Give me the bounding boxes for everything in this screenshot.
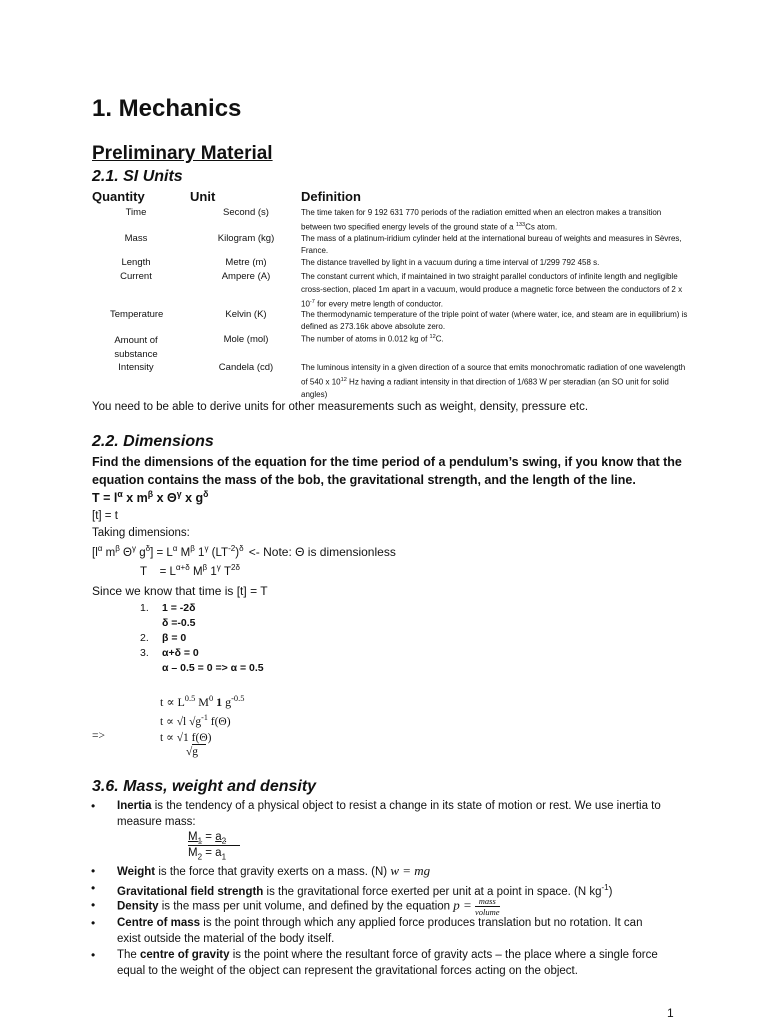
definition-candela-part1: The luminous intensity in a given direction of a source that emits monochromatic radiation of one wavelength of 540 x 10 [301, 363, 686, 387]
bullet-dot: • [91, 881, 96, 895]
bullet-inertia: Inertia is the tendency of a physical object to resist a change in its state of motion or rest. We use inertia to measure mass: [117, 800, 661, 828]
dimensions-prompt: Find the dimensions of the equation for the time period of a pendulum’s swing, if you know that the equation contains the mass of the bob, the gravitational strength, and the length of the line. [92, 455, 682, 487]
column-header-unit: Unit [190, 189, 216, 204]
column-header-quantity: Quantity [92, 189, 145, 204]
definition-time-part1: The time taken for 9 192 631 770 periods of the radiation emitted when an electron makes a transition between two specified energy levels of the ground state of a [301, 208, 662, 232]
table-cell-quantity: Length [121, 257, 151, 268]
table-cell-unit: Ampere (A) [221, 271, 271, 282]
bullet-dot: • [91, 864, 96, 878]
si-units-note: You need to be able to derive units for other measurements such as weight, density, pressure etc. [92, 401, 589, 413]
table-cell-quantity: Intensity [118, 362, 154, 373]
isotope-superscript: 12 [429, 334, 436, 340]
table-cell-definition [301, 362, 691, 401]
taking-dimensions: Taking dimensions: [92, 527, 190, 539]
si-units-heading: 2.1. SI Units [92, 168, 183, 185]
section-heading: Preliminary Material [92, 143, 273, 164]
table-cell-definition [301, 334, 691, 344]
mass-weight-heading: 3.6. Mass, weight and density [92, 778, 317, 795]
table-cell-unit: Candela (cd) [218, 362, 274, 373]
table-cell-definition: The distance travelled by light in a vacuum during a time interval of 1/299 792 458 s. [301, 258, 600, 267]
definition-current-part1: The constant current which, if maintained in two straight parallel conductors of infinite length and negligible cross-section, placed 1m apart in a vacuum, would produce a magnetic force between the conductors of 2 x 10 [301, 272, 683, 309]
table-cell-unit: Second (s) [223, 207, 269, 218]
table-cell-quantity: Current [120, 271, 152, 282]
equation-1: $T = l^\alpha$ x $m^\beta$ x $\Theta^\gamma$ x $g^\delta$ [92, 489, 209, 506]
definition-current-part2: for every metre length of conductor. [314, 299, 443, 309]
table-cell-quantity: Time [125, 207, 147, 218]
equation-3-note: <- Note: Θ is dimensionless [248, 544, 396, 559]
bullet-dot: • [91, 799, 96, 813]
table-cell-definition: The thermodynamic temperature of the triple point of water (where water, ice, and steam are in equilibrium) is defined as 273.16k above absolute zero. [301, 310, 688, 331]
list-item: α – 0.5 = 0 => α = 0.5 [162, 662, 264, 674]
bullet-dot: • [91, 916, 96, 930]
column-header-definition: Definition [301, 189, 361, 204]
equation-3: [$l^\alpha$ $m^\beta$ $\Theta^\gamma$ $g^\delta] = L^\alpha$ $M^\beta$ $1^\gamma$ $(LT^{-2})^\delta$ <- Note: Θ is dimensionless [92, 544, 396, 559]
table-cell-unit: Kilogram (kg) [217, 233, 275, 244]
table-cell-unit: Metre (m) [225, 257, 267, 268]
table-cell-quantity: Temperature [110, 309, 164, 320]
bullet-dot: • [91, 898, 96, 912]
table-cell-unit: Kelvin (K) [225, 309, 267, 320]
bullet-dot: • [91, 948, 96, 962]
bullet-centre-of-mass: Centre of mass is the point through which any applied force produces translation but no rotation. It can exist outside the material of the body itself. [117, 917, 643, 945]
exponent-superscript: -7 [309, 299, 315, 305]
equation-2: [t] = t [92, 510, 118, 522]
list-item: 2. β = 0 [140, 632, 187, 644]
definition-time-part2: Cs atom. [525, 222, 558, 232]
definition-candela-part2: Hz having a radiant intensity in that direction of 1/683 W per steradian (an SO unit for solid angles) [301, 377, 669, 399]
proportion-2: t ∝ √l $√g^{-1}$ f(Θ) [160, 713, 231, 728]
table-cell-definition [301, 271, 691, 311]
list-item: 1. 1 = -2δ [140, 602, 196, 614]
list-item: δ =-0.5 [162, 617, 196, 629]
proportion-3-denominator: √g [186, 746, 199, 758]
isotope-superscript: 133 [515, 222, 526, 228]
definition-mole-part2: C. [435, 334, 444, 344]
bullet-gravitational-field: Gravitational field strength is the gravitational force exerted per unit at a point in space. (N $kg^{-1}$) [117, 883, 613, 898]
exponent-superscript: 12 [340, 377, 347, 383]
bullet-weight: Weight is the force that gravity exerts on a mass. (N) w = mg [117, 863, 431, 878]
bullet-centre-of-gravity: The centre of gravity is the point where the resultant force of gravity acts – the place where a single force equal to the weight of the object can represent the gravitational forces acting on the object. [117, 949, 658, 977]
mass-ratio-top: $M_1 = a_2$ [188, 831, 227, 846]
implies-arrow: => [92, 730, 105, 742]
proportion-3: t ∝ √1 f(Θ) [160, 732, 212, 744]
since-statement: Since we know that time is [t] = T [92, 584, 268, 598]
mass-ratio-bottom: $M_2 = a_1$ [188, 847, 227, 862]
table-cell-definition: The mass of a platinum-iridium cylinder held at the international bureau of weights and measures in Sèvres, France. [301, 234, 682, 255]
fraction-bar [192, 744, 206, 745]
proportion-1: $t \propto L^{0.5}$ $M^0$ 1 $g^{-0.5}$ [160, 694, 245, 709]
table-cell-definition [301, 207, 691, 234]
table-cell-quantity: Amount of substance [114, 335, 158, 360]
page-number: 1 [667, 1006, 674, 1020]
definition-mole-part1: The number of atoms in 0.012 kg of [301, 334, 430, 344]
page-title: 1. Mechanics [92, 95, 242, 122]
list-item: 3. α+δ = 0 [140, 647, 199, 659]
bullet-density: Density is the mass per unit volume, and defined by the equation p = mass volume [117, 896, 500, 917]
dimensions-heading: 2.2. Dimensions [92, 433, 214, 450]
table-cell-unit: Mole (mol) [223, 334, 269, 345]
table-cell-quantity: Mass [124, 233, 148, 244]
solution-steps [140, 601, 264, 676]
equation-4: T = $L^{\alpha+\delta}$ $M^\beta$ $1^\gamma$ $T^{2\delta}$ [140, 563, 240, 578]
ratio-line [188, 845, 240, 846]
